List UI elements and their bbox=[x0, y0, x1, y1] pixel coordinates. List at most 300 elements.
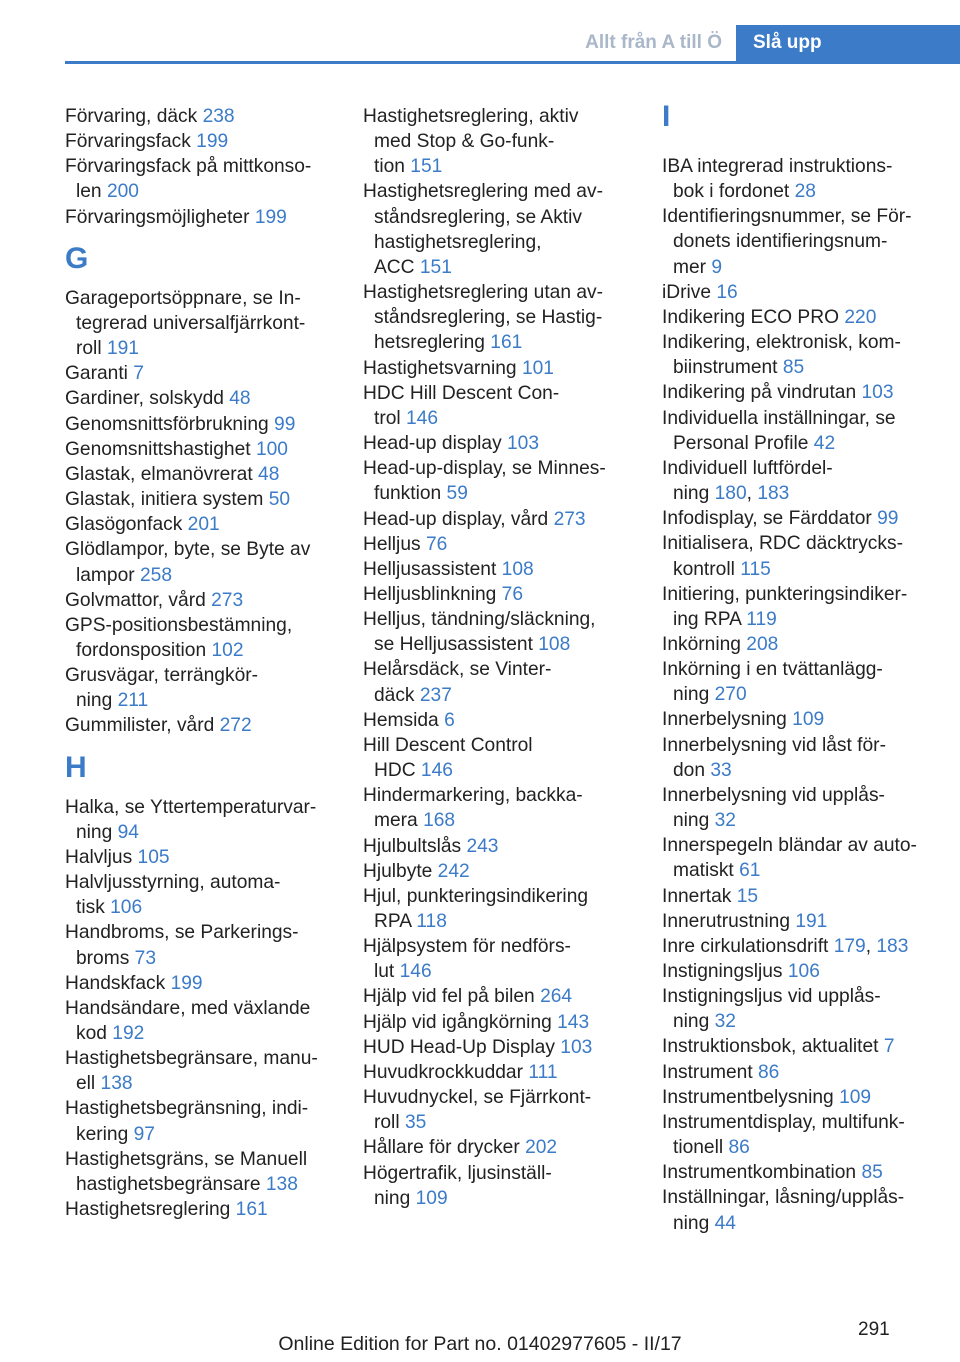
entry-text: biinstrument bbox=[673, 357, 778, 379]
index-entry bbox=[662, 204, 947, 279]
entry-text: Högertrafik, ljusinställ- bbox=[363, 1162, 552, 1184]
entry-text: Hjälpsystem för nedförs- bbox=[363, 936, 571, 958]
page-reference-link[interactable]: 50 bbox=[268, 489, 291, 511]
index-entry bbox=[363, 1161, 648, 1211]
index-entry bbox=[65, 971, 345, 996]
entry-text: Huvudkrockkuddar bbox=[363, 1061, 523, 1083]
entry-text: Helljus bbox=[363, 533, 421, 555]
page-reference-link[interactable]: 6 bbox=[444, 709, 455, 731]
page-reference-link[interactable]: 151 bbox=[419, 256, 452, 278]
entry-text: däck bbox=[374, 684, 415, 706]
page-reference-link[interactable]: 106 bbox=[110, 897, 143, 919]
index-column-3 bbox=[662, 100, 947, 1236]
entry-text: IBA integrerad instruktions- bbox=[662, 156, 893, 177]
page-reference-link[interactable]: 118 bbox=[416, 911, 447, 932]
entry-text: ning bbox=[76, 821, 113, 843]
page-reference-link[interactable]: 59 bbox=[446, 483, 468, 505]
index-entry: Individuell luftfördel- ning 180, 183 bbox=[662, 457, 833, 505]
page-reference-link[interactable]: 86 bbox=[728, 1137, 750, 1159]
index-entry bbox=[65, 713, 345, 738]
page-reference-link[interactable]: 192 bbox=[112, 1023, 145, 1044]
entry-text: Hastighetsreglering, aktiv bbox=[363, 106, 579, 127]
entry-text: Initialisera, RDC däcktrycks- bbox=[662, 533, 903, 555]
index-entry bbox=[662, 506, 947, 531]
entry-text: Garanti bbox=[65, 363, 128, 385]
index-entry bbox=[363, 179, 648, 280]
page-reference-link[interactable]: 99 bbox=[877, 508, 899, 530]
page-reference-link[interactable]: 115 bbox=[740, 558, 771, 580]
page-reference-link[interactable]: 103 bbox=[507, 433, 540, 455]
entry-text: Inställningar, låsning/upplås- bbox=[662, 1187, 905, 1209]
index-entry bbox=[65, 412, 345, 437]
entry-text: Hjälp vid igångkörning bbox=[363, 1011, 552, 1033]
page-reference-link[interactable]: 102 bbox=[211, 639, 244, 661]
index-entry bbox=[662, 733, 947, 783]
index-entry bbox=[65, 845, 345, 870]
entry-text: bok i fordonet bbox=[673, 181, 790, 203]
page-reference-link[interactable]: 85 bbox=[861, 1162, 883, 1184]
page-reference-link[interactable]: 138 bbox=[265, 1173, 298, 1195]
page-reference-link[interactable]: 85 bbox=[782, 357, 805, 379]
entry-text: roll bbox=[76, 338, 102, 360]
entry-text: se Helljusassistent bbox=[374, 634, 533, 656]
page-reference-link[interactable]: 151 bbox=[410, 156, 443, 178]
index-entry bbox=[363, 859, 648, 884]
page-reference-link[interactable]: 272 bbox=[219, 715, 252, 737]
entry-text: mera bbox=[374, 810, 418, 832]
entry-text: mer bbox=[673, 256, 707, 278]
entry-text: HDC Hill Descent Con- bbox=[363, 382, 560, 404]
entry-text: Hill Descent Control bbox=[363, 734, 533, 756]
entry-text: Halvljus bbox=[65, 846, 133, 868]
page-reference-link[interactable]: 168 bbox=[423, 810, 456, 832]
index-entry bbox=[65, 487, 345, 512]
page-reference-link[interactable]: 108 bbox=[501, 558, 534, 580]
entry-text: hastighetsreglering, bbox=[374, 231, 542, 253]
index-entry bbox=[363, 507, 648, 532]
page-reference-link[interactable]: 9 bbox=[711, 256, 723, 278]
entry-text: Förvaring, däck bbox=[65, 106, 198, 127]
entry-text: Handsändare, med växlande bbox=[65, 997, 311, 1019]
entry-text: Glastak, initiera system bbox=[65, 489, 264, 511]
page-reference-link[interactable]: 119 bbox=[746, 608, 777, 630]
page-reference-link[interactable]: 111 bbox=[528, 1061, 558, 1083]
page-reference-link[interactable]: 7 bbox=[883, 1036, 895, 1058]
entry-text: Personal Profile bbox=[673, 432, 809, 454]
entry-text: Indikering ECO PRO bbox=[662, 306, 840, 328]
page-reference-link[interactable]: 179 bbox=[833, 935, 866, 957]
entry-text: trol bbox=[374, 407, 401, 429]
index-entry bbox=[662, 909, 947, 934]
entry-text: Innerbelysning vid upplås- bbox=[662, 784, 885, 806]
page-reference-link[interactable]: 258 bbox=[140, 564, 173, 586]
page-reference-link[interactable]: 264 bbox=[540, 986, 573, 1008]
entry-text: Inkörning bbox=[662, 633, 741, 655]
index-entry bbox=[662, 531, 947, 581]
page-reference-link[interactable]: 7 bbox=[133, 363, 144, 385]
index-column-2 bbox=[363, 104, 648, 1211]
index-entry bbox=[363, 1010, 648, 1035]
page-reference-link[interactable]: 48 bbox=[229, 388, 251, 410]
entry-text: Innerbelysning bbox=[662, 709, 787, 731]
page-reference-link[interactable]: 100 bbox=[255, 438, 288, 460]
entry-text: ell bbox=[76, 1073, 96, 1095]
entry-text: Förvaringsfack bbox=[65, 131, 191, 153]
index-entry bbox=[363, 1135, 648, 1160]
page-reference-link[interactable]: 138 bbox=[100, 1073, 133, 1095]
index-entry bbox=[662, 380, 947, 405]
index-entry bbox=[662, 1034, 947, 1059]
index-entry bbox=[65, 361, 345, 386]
entry-text: tegrerad universalfjärrkont- bbox=[76, 312, 306, 334]
footer-edition: Online Edition for Part no. 01402977605 - II/17 bbox=[278, 1333, 682, 1355]
page-header bbox=[0, 25, 960, 61]
index-entry bbox=[662, 884, 947, 909]
index-entry bbox=[65, 129, 345, 154]
entry-text: fordonsposition bbox=[76, 639, 207, 661]
index-entry bbox=[363, 104, 648, 179]
entry-text: Innerspegeln bländar av auto- bbox=[662, 835, 917, 857]
page-reference-link[interactable]: 109 bbox=[415, 1187, 448, 1209]
index-entry bbox=[662, 406, 947, 456]
page-reference-link[interactable]: 109 bbox=[839, 1086, 872, 1108]
entry-text: don bbox=[673, 759, 706, 781]
page-reference-link[interactable]: 191 bbox=[106, 338, 139, 360]
entry-text: Grusvägar, terrängkör- bbox=[65, 665, 259, 687]
page-reference-link[interactable]: 208 bbox=[746, 633, 779, 655]
index-entry bbox=[662, 280, 947, 305]
index-entry bbox=[65, 1147, 345, 1197]
entry-text: Instrumentdisplay, multifunk- bbox=[662, 1111, 905, 1133]
entry-text: kering bbox=[76, 1123, 129, 1145]
index-entry bbox=[363, 356, 648, 381]
index-entry bbox=[662, 833, 947, 883]
entry-text: Glasögonfack bbox=[65, 514, 183, 536]
index-letter-heading: H bbox=[65, 750, 87, 784]
page-reference-link[interactable]: 242 bbox=[437, 860, 470, 882]
entry-text: Gardiner, solskydd bbox=[65, 388, 224, 410]
page-reference-link[interactable]: 202 bbox=[525, 1137, 558, 1159]
entry-text: tion bbox=[374, 156, 405, 178]
entry-text: Helljus, tändning/släckning, bbox=[363, 609, 596, 631]
entry-text: Infodisplay, se Färddator bbox=[662, 508, 872, 530]
page-reference-link[interactable]: 199 bbox=[254, 206, 287, 228]
page-reference-link[interactable]: 28 bbox=[794, 181, 816, 203]
entry-text: ning bbox=[673, 810, 710, 832]
index-entry bbox=[662, 632, 947, 657]
page-reference-link[interactable]: 101 bbox=[521, 357, 554, 379]
page-reference-link[interactable]: 199 bbox=[196, 131, 229, 153]
entry-text: tisk bbox=[76, 897, 105, 919]
page-reference-link[interactable]: 61 bbox=[739, 860, 761, 882]
page-reference-link[interactable]: 33 bbox=[710, 759, 732, 781]
page-reference-link[interactable]: 238 bbox=[202, 106, 235, 127]
entry-text: Head-up-display, se Minnes- bbox=[363, 458, 606, 480]
page-reference-link[interactable]: 211 bbox=[117, 690, 149, 712]
page-reference-link[interactable]: 105 bbox=[137, 846, 170, 868]
entry-text: tionell bbox=[673, 1137, 724, 1159]
entry-text: roll bbox=[374, 1112, 400, 1134]
index-entry bbox=[65, 205, 345, 230]
page-reference-link[interactable]: 191 bbox=[795, 910, 828, 932]
page-reference-link[interactable]: 237 bbox=[419, 684, 452, 706]
entry-text: funktion bbox=[374, 483, 442, 505]
index-entry bbox=[65, 437, 345, 462]
entry-text: Individuell luftfördel- bbox=[662, 457, 833, 479]
index-entry bbox=[363, 557, 648, 582]
entry-text: Helårsdäck, se Vinter- bbox=[363, 659, 552, 681]
page-reference-link[interactable]: 32 bbox=[714, 1011, 736, 1033]
index-entry bbox=[65, 1197, 345, 1222]
index-entry bbox=[662, 984, 947, 1034]
index-entry bbox=[363, 532, 648, 557]
page-reference-link[interactable]: 270 bbox=[714, 684, 747, 706]
entry-text: HDC bbox=[374, 760, 416, 782]
entry-text: ACC bbox=[374, 256, 415, 278]
page-reference-link[interactable]: 15 bbox=[736, 885, 759, 907]
index-entry bbox=[662, 707, 947, 732]
entry-text: Hastighetsvarning bbox=[363, 357, 517, 379]
index-entry bbox=[363, 834, 648, 859]
entry-text: ståndsreglering, se Hastig- bbox=[374, 307, 603, 329]
entry-text: ning bbox=[673, 1011, 710, 1033]
index-entry bbox=[65, 537, 345, 587]
page-reference-link[interactable]: 273 bbox=[211, 589, 244, 611]
page-reference-link[interactable]: 108 bbox=[538, 634, 571, 656]
page-reference-link[interactable]: 32 bbox=[714, 810, 736, 832]
entry-text: Hjul, punkteringsindikering bbox=[363, 885, 589, 907]
index-entry bbox=[662, 1160, 947, 1185]
entry-text: Halvljusstyrning, automa- bbox=[65, 872, 281, 894]
page-reference-link[interactable]: 99 bbox=[274, 413, 296, 435]
page-reference-link[interactable]: 35 bbox=[404, 1112, 427, 1134]
page-reference-link[interactable]: 16 bbox=[716, 281, 738, 303]
index-entry bbox=[65, 462, 345, 487]
index-entry bbox=[662, 1085, 947, 1110]
index-entry bbox=[65, 154, 345, 204]
entry-text: Instigningsljus bbox=[662, 961, 783, 982]
index-entry bbox=[363, 431, 648, 456]
page-reference-link[interactable]: 143 bbox=[557, 1011, 590, 1033]
entry-text: Initiering, punkteringsindiker- bbox=[662, 583, 908, 605]
index-entry bbox=[363, 657, 648, 707]
entry-text: Hastighetsbegränsning, indi- bbox=[65, 1098, 309, 1120]
entry-text: HUD Head-Up Display bbox=[363, 1036, 555, 1058]
entry-text: Helljusassistent bbox=[363, 558, 497, 580]
page-reference-link[interactable]: 76 bbox=[501, 583, 524, 605]
entry-text: Garageportsöppnare, se In- bbox=[65, 287, 301, 309]
index-entry bbox=[662, 657, 947, 707]
page-reference-link[interactable]: 201 bbox=[187, 514, 220, 536]
entry-text: Indikering på vindrutan bbox=[662, 382, 857, 404]
page-reference-link[interactable]: 48 bbox=[258, 463, 280, 485]
page-reference-link[interactable]: 97 bbox=[133, 1123, 155, 1145]
page-reference-link[interactable]: 183 bbox=[876, 935, 909, 957]
page-reference-link[interactable]: 106 bbox=[787, 961, 820, 982]
entry-text: Indikering, elektronisk, kom- bbox=[662, 332, 901, 354]
index-entry bbox=[65, 286, 345, 361]
page-reference-link[interactable]: 86 bbox=[758, 1061, 780, 1083]
entry-text: Genomsnittshastighet bbox=[65, 438, 251, 460]
entry-text: ståndsreglering, se Aktiv bbox=[374, 206, 582, 228]
entry-text: Instruktionsbok, aktualitet bbox=[662, 1036, 879, 1058]
page-reference-link[interactable]: 243 bbox=[466, 835, 499, 857]
entry-text: ning bbox=[673, 483, 710, 505]
entry-text: kod bbox=[76, 1023, 107, 1044]
entry-text: Hjulbultslås bbox=[363, 835, 462, 857]
index-entry bbox=[65, 870, 345, 920]
page-reference-link[interactable]: 73 bbox=[134, 947, 156, 969]
entry-text: Hållare för drycker bbox=[363, 1137, 520, 1159]
index-entry bbox=[65, 795, 345, 845]
entry-text: Handbroms, se Parkerings- bbox=[65, 922, 299, 944]
index-entry bbox=[65, 104, 345, 129]
index-entry bbox=[65, 588, 345, 613]
entry-text: matiskt bbox=[673, 860, 734, 882]
page-reference-link[interactable]: 199 bbox=[170, 972, 203, 994]
entry-text: ning bbox=[673, 1212, 710, 1234]
entry-text: hetsreglering bbox=[374, 332, 485, 354]
entry-text: RPA bbox=[374, 911, 411, 932]
index-entry bbox=[662, 1185, 947, 1235]
entry-text: Gummilister, vård bbox=[65, 715, 215, 737]
entry-text: Instrumentbelysning bbox=[662, 1086, 834, 1108]
index-entry bbox=[662, 1060, 947, 1085]
index-entry bbox=[65, 1046, 345, 1096]
section-tab[interactable]: Slå upp bbox=[736, 25, 960, 64]
entry-text: Inre cirkulationsdrift bbox=[662, 935, 829, 957]
entry-text: Instigningsljus vid upplås- bbox=[662, 986, 881, 1008]
index-entry bbox=[363, 381, 648, 431]
entry-text: ning bbox=[76, 690, 113, 712]
index-entry bbox=[363, 607, 648, 657]
page-reference-link[interactable]: 146 bbox=[420, 760, 453, 782]
page-reference-link[interactable]: 94 bbox=[117, 821, 139, 843]
entry-text: GPS-positionsbestämning, bbox=[65, 614, 293, 636]
entry-text: Helljusblinkning bbox=[363, 583, 497, 605]
index-entry: Inre cirkulationsdrift 179, 183 bbox=[662, 935, 909, 957]
index-entry bbox=[662, 1110, 947, 1160]
entry-text: Identifieringsnummer, se För- bbox=[662, 206, 912, 228]
index-entry bbox=[65, 613, 345, 663]
page-reference-link[interactable]: 220 bbox=[844, 306, 877, 328]
entry-text: Förvaringsfack på mittkonso- bbox=[65, 156, 312, 178]
page-reference-link[interactable]: 42 bbox=[813, 432, 836, 454]
index-entry bbox=[65, 920, 345, 970]
page-reference-link[interactable]: 146 bbox=[406, 407, 439, 429]
page-reference-link[interactable]: 161 bbox=[235, 1199, 268, 1221]
index-entry bbox=[363, 1035, 648, 1060]
page-number: 291 bbox=[858, 1319, 890, 1340]
index-entry bbox=[662, 959, 947, 984]
entry-text: Hjälp vid fel på bilen bbox=[363, 986, 535, 1008]
index-entry bbox=[363, 456, 648, 506]
page-reference-link[interactable]: 103 bbox=[560, 1036, 593, 1058]
page-reference-link[interactable]: 103 bbox=[861, 382, 894, 404]
entry-text: broms bbox=[76, 947, 130, 969]
index-letter-heading: G bbox=[65, 241, 89, 275]
page-reference-link[interactable]: 146 bbox=[399, 961, 432, 983]
index-entry bbox=[363, 934, 648, 984]
entry-text: Innerbelysning vid låst för- bbox=[662, 734, 886, 756]
entry-text: Instrument bbox=[662, 1061, 753, 1083]
entry-text: ing RPA bbox=[673, 608, 741, 630]
page-reference-link[interactable]: 76 bbox=[425, 533, 448, 555]
index-entry bbox=[363, 280, 648, 355]
page-reference-link[interactable]: 109 bbox=[792, 709, 825, 731]
index-entry bbox=[65, 663, 345, 713]
index-entry bbox=[363, 1060, 648, 1085]
entry-text: Hastighetsreglering bbox=[65, 1199, 231, 1221]
page-reference-link[interactable]: 44 bbox=[714, 1212, 736, 1234]
index-entry bbox=[363, 1085, 648, 1135]
index-entry bbox=[65, 512, 345, 537]
index-entry bbox=[662, 330, 947, 380]
page-reference-link[interactable]: 161 bbox=[490, 332, 523, 354]
entry-text: med Stop & Go-funk- bbox=[374, 131, 555, 153]
entry-text: Hastighetsgräns, se Manuell bbox=[65, 1148, 308, 1170]
entry-text: ning bbox=[374, 1187, 411, 1209]
index-entry bbox=[363, 708, 648, 733]
index-entry bbox=[363, 783, 648, 833]
index-entry bbox=[65, 1096, 345, 1146]
index-entry bbox=[65, 386, 345, 411]
chapter-tab[interactable]: Allt från A till Ö bbox=[585, 32, 722, 53]
index-entry bbox=[363, 733, 648, 783]
page-reference-link[interactable]: 183 bbox=[757, 483, 790, 505]
entry-text: Handskfack bbox=[65, 972, 166, 994]
entry-text: Genomsnittsförbrukning bbox=[65, 413, 269, 435]
index-entry bbox=[662, 783, 947, 833]
entry-text: Hastighetsreglering med av- bbox=[363, 181, 603, 203]
entry-text: Glastak, elmanövrerat bbox=[65, 463, 253, 485]
index-column-1 bbox=[65, 104, 345, 1222]
entry-text: Förvaringsmöjligheter bbox=[65, 206, 250, 228]
entry-text: kontroll bbox=[673, 558, 735, 580]
page-reference-link[interactable]: 200 bbox=[106, 181, 139, 203]
index-entry bbox=[662, 305, 947, 330]
index-letter-heading: I bbox=[662, 100, 671, 133]
entry-text: Inkörning i en tvättanlägg- bbox=[662, 659, 883, 681]
page-reference-link[interactable]: 180 bbox=[714, 483, 747, 505]
entry-text: Individuella inställningar, se bbox=[662, 407, 896, 429]
entry-text: len bbox=[76, 181, 102, 203]
entry-text: Golvmattor, vård bbox=[65, 589, 206, 611]
entry-text: Hjulbyte bbox=[363, 860, 433, 882]
entry-text: Head-up display bbox=[363, 433, 502, 455]
entry-text: Head-up display, vård bbox=[363, 508, 549, 530]
entry-text: donets identifieringsnum- bbox=[673, 231, 888, 253]
entry-text: Halka, se Yttertemperaturvar- bbox=[65, 796, 317, 818]
entry-text: Innerutrustning bbox=[662, 910, 790, 932]
entry-text: hastighetsbegränsare bbox=[76, 1173, 261, 1195]
page-reference-link[interactable]: 273 bbox=[553, 508, 586, 530]
index-entry bbox=[363, 984, 648, 1009]
entry-text: Hindermarkering, backka- bbox=[363, 785, 583, 807]
entry-text: lut bbox=[374, 961, 395, 983]
entry-text: Huvudnyckel, se Fjärrkont- bbox=[363, 1087, 592, 1109]
index-entry bbox=[363, 582, 648, 607]
index-entry bbox=[363, 884, 648, 934]
index-entry bbox=[662, 154, 947, 204]
entry-text: Innertak bbox=[662, 885, 732, 907]
entry-text: Hastighetsbegränsare, manu- bbox=[65, 1048, 318, 1070]
entry-text: Hemsida bbox=[363, 709, 439, 731]
index-entry bbox=[662, 582, 947, 632]
entry-text: iDrive bbox=[662, 281, 712, 303]
index-entry bbox=[65, 996, 345, 1046]
entry-text: ning bbox=[673, 684, 710, 706]
